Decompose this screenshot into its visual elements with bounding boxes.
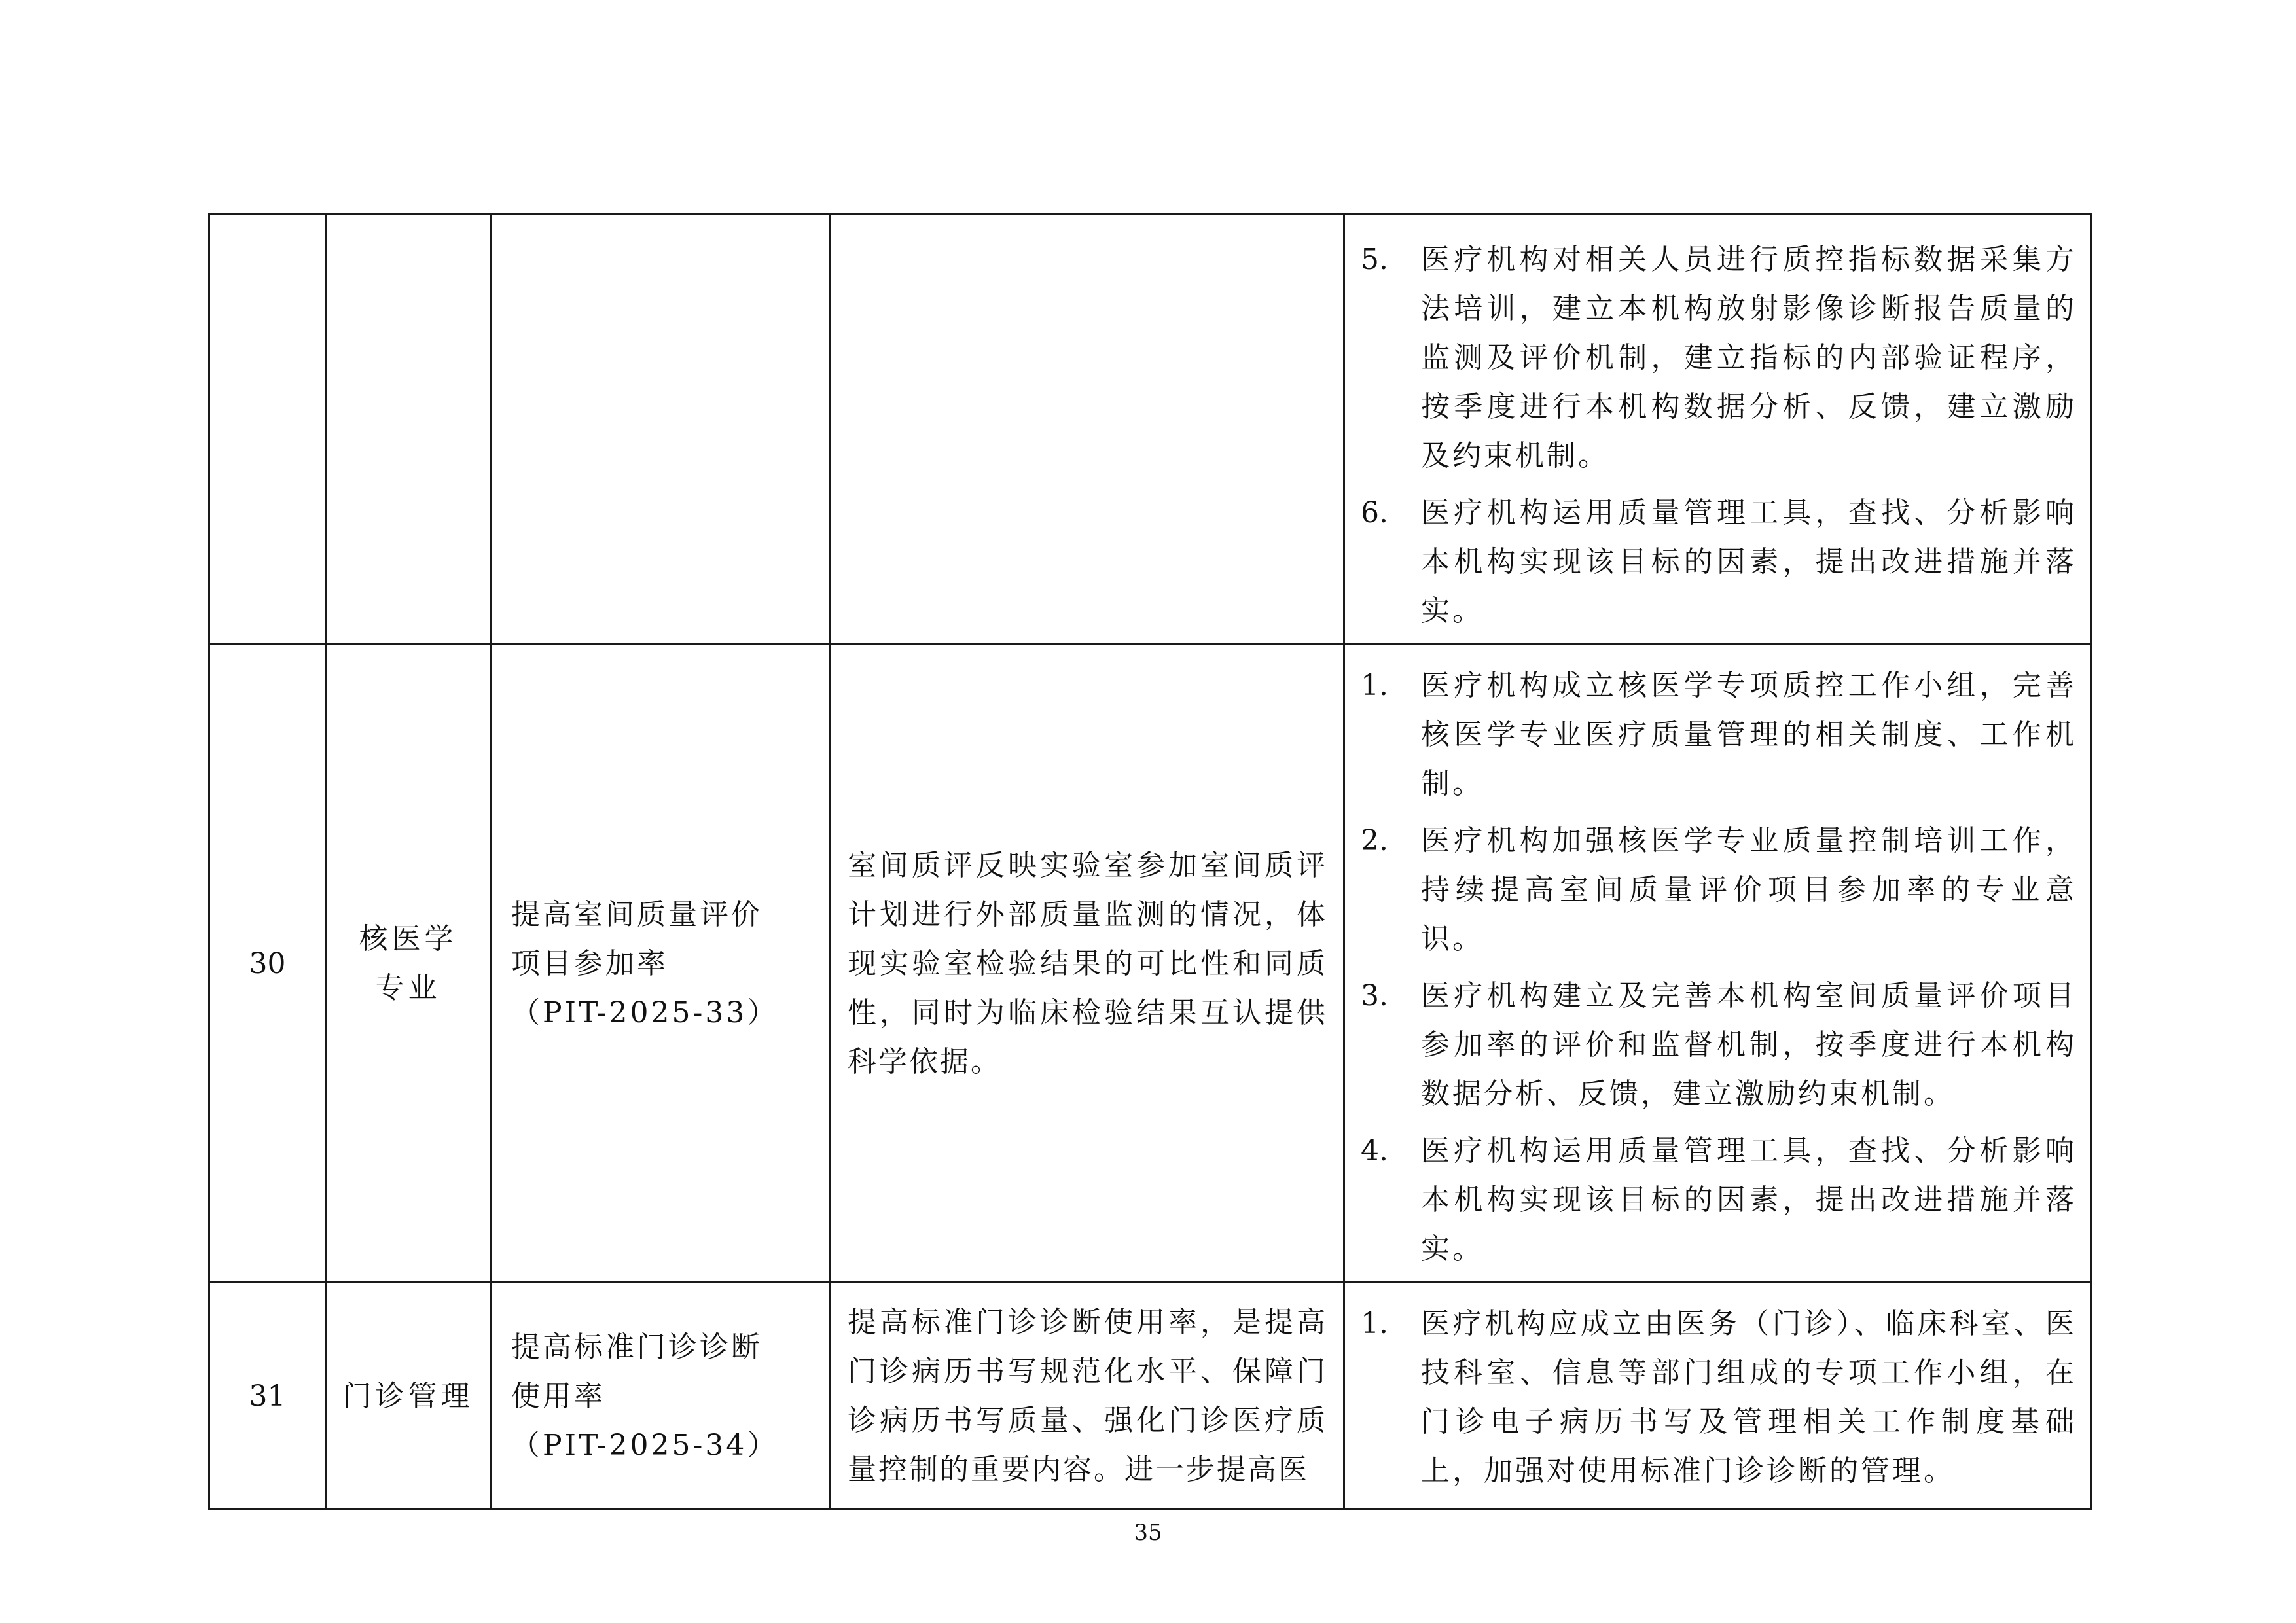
measure-item <box>1361 1126 2077 1274</box>
measure-text: 医疗机构运用质量管理工具，查找、分析影响本机构实现该目标的因素，提出改进措施并落实。 <box>1421 1134 2077 1266</box>
measure-number: 2. <box>1361 824 1388 857</box>
description-cell <box>830 215 1344 645</box>
measure-item <box>1361 971 2077 1118</box>
goal-line: 提高室间质量评价 <box>511 897 762 931</box>
goal-code: （PIT-2025-33） <box>511 995 779 1029</box>
row-number: 31 <box>249 1379 286 1413</box>
row-number-cell <box>209 215 326 645</box>
table-row <box>209 1283 2091 1510</box>
measures-cell <box>1344 1283 2091 1510</box>
measure-text: 医疗机构对相关人员进行质控指标数据采集方法培训，建立本机构放射影像诊断报告质量的监测及评价机制，建立指标的内部验证程序，按季度进行本机构数据分析、反馈，建立激励及约束机制。 <box>1421 243 2077 473</box>
goal-line: 使用率 <box>511 1379 605 1413</box>
measure-text: 医疗机构应成立由医务（门诊）、临床科室、医技科室、信息等部门组成的专项工作小组，在门诊电子病历书写及管理相关工作制度基础上，加强对使用标准门诊诊断的管理。 <box>1421 1307 2077 1488</box>
specialty-line: 专业 <box>375 971 441 1005</box>
goal-cell <box>491 215 830 645</box>
goal-code: （PIT-2025-34） <box>511 1428 779 1462</box>
goal-cell <box>491 645 830 1283</box>
measure-item <box>1361 235 2077 480</box>
specialty-cell <box>326 215 491 645</box>
quality-goals-table <box>208 213 2092 1510</box>
measure-text: 医疗机构成立核医学专项质控工作小组，完善核医学专业医疗质量管理的相关制度、工作机制。 <box>1421 669 2077 800</box>
table-row <box>209 215 2091 645</box>
specialty-cell <box>326 645 491 1283</box>
row-number-cell <box>209 1283 326 1510</box>
description-cell <box>830 1283 1344 1510</box>
measure-number: 1. <box>1361 669 1388 702</box>
measure-text: 医疗机构运用质量管理工具，查找、分析影响本机构实现该目标的因素，提出改进措施并落实。 <box>1421 496 2077 628</box>
row-number-cell <box>209 645 326 1283</box>
measures-cell <box>1344 645 2091 1283</box>
measure-item <box>1361 1299 2077 1495</box>
measure-text: 医疗机构加强核医学专业质量控制培训工作，持续提高室间质量评价项目参加率的专业意识。 <box>1421 824 2077 955</box>
measure-item <box>1361 488 2077 635</box>
measure-item <box>1361 816 2077 963</box>
description-text: 室间质评反映实验室参加室间质评计划进行外部质量监测的情况，体现实验室检验结果的可比性和同质性，同时为临床检验结果互认提供科学依据。 <box>848 848 1327 1079</box>
measure-number: 4. <box>1361 1134 1388 1168</box>
goal-line: 提高标准门诊诊断 <box>511 1330 762 1364</box>
specialty-text: 门诊管理 <box>342 1379 474 1413</box>
measure-number: 5. <box>1361 243 1388 276</box>
goal-cell <box>491 1283 830 1510</box>
table-row <box>209 645 2091 1283</box>
measures-cell <box>1344 215 2091 645</box>
measure-number: 6. <box>1361 496 1388 529</box>
specialty-cell <box>326 1283 491 1510</box>
row-number: 30 <box>249 946 286 980</box>
description-cell <box>830 645 1344 1283</box>
measure-text: 医疗机构建立及完善本机构室间质量评价项目参加率的评价和监督机制，按季度进行本机构数据分析、反馈，建立激励约束机制。 <box>1421 979 2077 1111</box>
page-number: 35 <box>1134 1520 1162 1546</box>
measure-number: 1. <box>1361 1307 1388 1340</box>
measure-item <box>1361 661 2077 808</box>
goal-line: 项目参加率 <box>511 946 668 980</box>
description-text: 提高标准门诊诊断使用率，是提高门诊病历书写规范化水平、保障门诊病历书写质量、强化门诊医疗质量控制的重要内容。进一步提高医 <box>848 1306 1327 1486</box>
measure-number: 3. <box>1361 979 1388 1012</box>
specialty-line: 核医学 <box>359 922 457 955</box>
